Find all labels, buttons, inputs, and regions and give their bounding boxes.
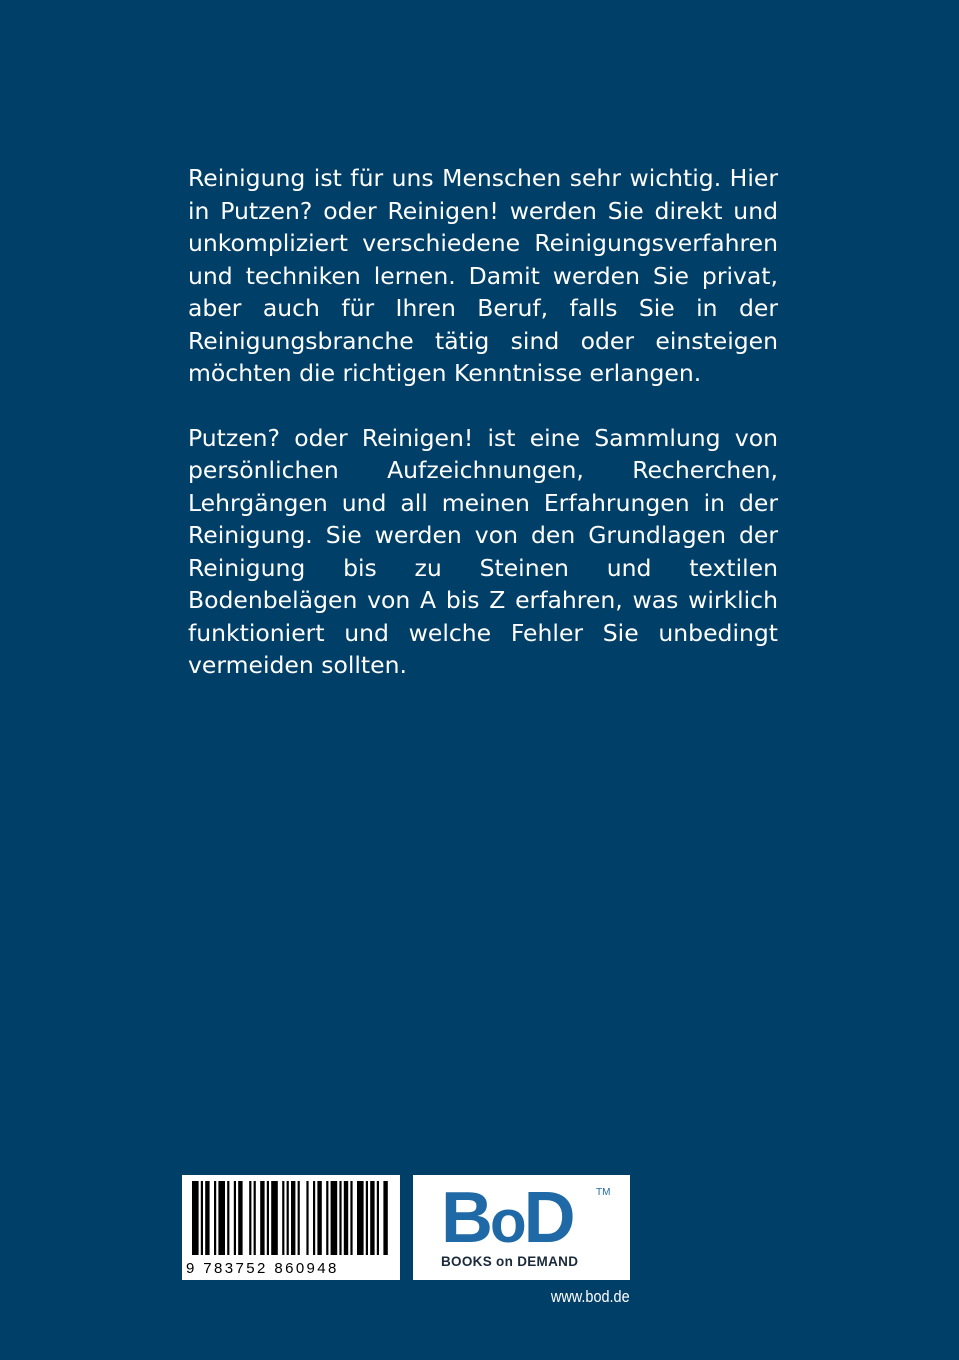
publisher-website: www.bod.de	[551, 1287, 630, 1306]
blurb-paragraph-2: Putzen? oder Reinigen! ist eine Sammlung von persönlichen Aufzeichnungen, Recherchen, Lehrgängen und all meinen Erfahrungen in der Reinigung. Sie werden von den Grundlagen der Reinigung bis zu Steinen und textilen Bodenbelägen von A bis Z erfahren, was wirklich funktioniert und welche Fehler Sie unbedingt vermeiden sollten.	[188, 423, 778, 679]
barcode-digits: 9 783752 860948	[186, 1260, 339, 1277]
isbn-barcode	[182, 1175, 400, 1280]
blurb-paragraph-1: Reinigung ist für uns Menschen sehr wichtig. Hier in Putzen? oder Reinigen! werden Sie direkt und unkompliziert verschiedene Reinigungsverfahren und techniken lernen. Damit werden Sie privat, aber auch für Ihren Beruf, falls Sie in der Reinigungsbranche tätig sind oder einsteigen möchten die richtigen Kenntnisse erlangen.	[188, 164, 778, 387]
publisher-logo	[413, 1175, 630, 1280]
publisher-tagline: BOOKS on DEMAND	[441, 1254, 579, 1269]
trademark-symbol: TM	[596, 1187, 611, 1198]
bod-logo-mark: BoD	[441, 1178, 573, 1258]
barcode-bars	[186, 1179, 396, 1259]
back-cover-blurb	[188, 162, 778, 714]
